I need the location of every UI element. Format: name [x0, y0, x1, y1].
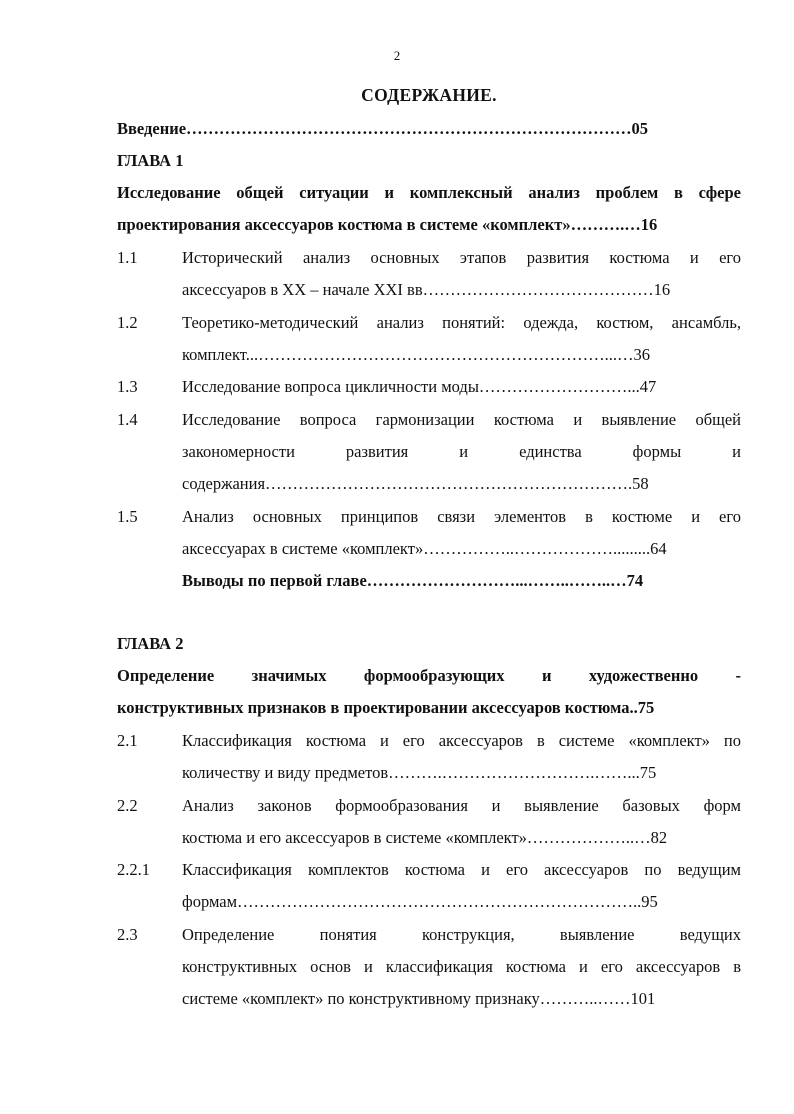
chapter-2-heading: ГЛАВА 2	[117, 634, 184, 653]
section-1-4-title-line-3: содержания………………………………………………………….58	[182, 474, 649, 493]
section-2-3-title-line-1: Определение понятия конструкция, выявление ведущих	[182, 925, 741, 944]
page-number: 2	[393, 48, 401, 63]
section-1-3-number: 1.3	[117, 377, 138, 396]
section-2-3-number: 2.3	[117, 925, 138, 944]
chapter-1-conclusions: Выводы по первой главе………………………...……..……..…74	[182, 571, 644, 590]
section-2-1-title-line-1: Классификация костюма и его аксессуаров в системе «комплект» по	[182, 731, 741, 750]
toc-title: СОДЕРЖАНИЕ.	[361, 85, 497, 105]
chapter-1-title-line-2: проектирования аксессуаров костюма в системе «комплект»……….…16	[117, 215, 658, 234]
section-1-4-number: 1.4	[117, 410, 138, 429]
chapter-2-title-line-2: конструктивных признаков в проектировании аксессуаров костюма..75	[117, 698, 655, 717]
section-1-2-title-line-2: комплект...………………………………………………………...…36	[182, 345, 650, 364]
toc-entry-introduction: Введение………………………………………………………………………05	[117, 119, 649, 138]
section-1-4-title-line-1: Исследование вопроса гармонизации костюма и выявление общей	[182, 410, 741, 429]
section-1-5-title-line-2: аксессуарах в системе «комплект»……………..……………….........64	[182, 539, 667, 558]
section-1-3-title-line-1: Исследование вопроса цикличности моды………………………...47	[182, 377, 657, 396]
section-1-4-title-line-2: закономерности развития и единства формы и	[182, 442, 741, 461]
section-2-1-title-line-2: количеству и виду предметов……….……………………….……...75	[182, 763, 657, 782]
section-2-2-1-title-line-2: формам………………………………………………………………..95	[182, 892, 658, 911]
section-2-2-1-title-line-1: Классификация комплектов костюма и его аксессуаров по ведущим	[182, 860, 741, 879]
section-2-2-number: 2.2	[117, 796, 138, 815]
section-2-2-title-line-2: костюма и его аксессуаров в системе «комплект»………………..…82	[182, 828, 668, 847]
section-1-5-number: 1.5	[117, 507, 138, 526]
section-2-3-title-line-3: системе «комплект» по конструктивному признаку………..……101	[182, 989, 656, 1008]
section-1-1-number: 1.1	[117, 248, 138, 267]
section-1-2-number: 1.2	[117, 313, 138, 332]
chapter-1-title-line-1: Исследование общей ситуации и комплексный анализ проблем в сфере	[117, 183, 741, 202]
section-1-1-title-line-2: аксессуаров в XX – начале XXI вв……………………………………16	[182, 280, 671, 299]
section-1-5-title-line-1: Анализ основных принципов связи элементов в костюме и его	[182, 507, 741, 526]
chapter-1-heading: ГЛАВА 1	[117, 151, 184, 170]
section-2-3-title-line-2: конструктивных основ и классификация костюма и его аксессуаров в	[182, 957, 741, 976]
section-2-2-title-line-1: Анализ законов формообразования и выявление базовых форм	[182, 796, 741, 815]
section-1-2-title-line-1: Теоретико-методический анализ понятий: одежда, костюм, ансамбль,	[182, 313, 741, 332]
section-2-2-1-number: 2.2.1	[117, 860, 150, 879]
section-2-1-number: 2.1	[117, 731, 138, 750]
chapter-2-title-line-1: Определение значимых формообразующих и художественно -	[117, 666, 741, 685]
section-1-1-title-line-1: Исторический анализ основных этапов развития костюма и его	[182, 248, 741, 267]
